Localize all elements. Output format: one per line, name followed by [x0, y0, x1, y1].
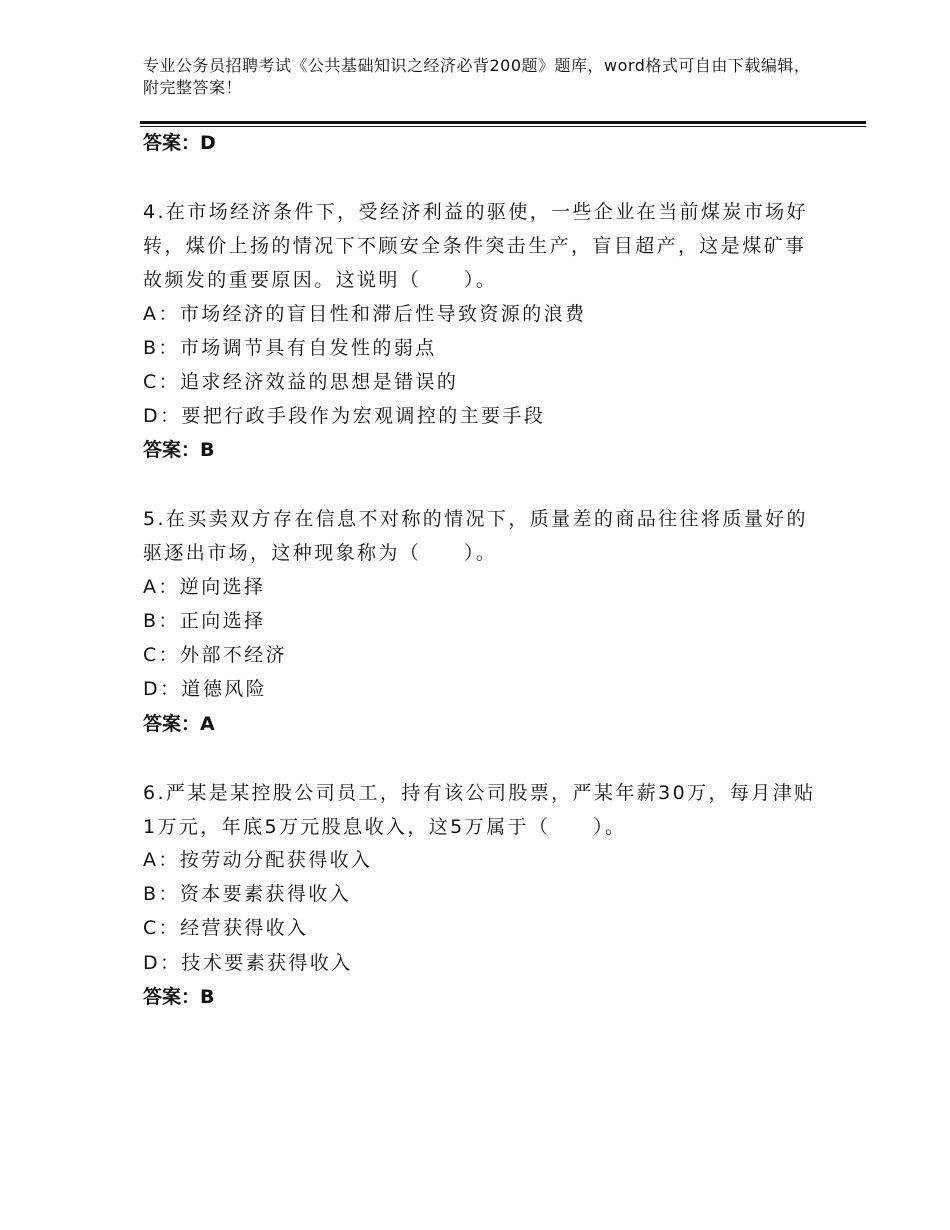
question-4-answer: 答案：B — [143, 439, 215, 461]
question-6-option-c: C：经营获得收入 — [143, 917, 309, 939]
header-divider-thick — [140, 121, 866, 124]
question-6-option-d: D：技术要素获得收入 — [143, 952, 353, 974]
header-divider-thin — [140, 126, 866, 127]
question-4-text: 4.在市场经济条件下，受经济利益的驱使，一些企业在当前煤炭市场好转，煤价上扬的情况下不顾安全条件突击生产，盲目超产，这是煤矿事故频发的重要原因。这说明（ ）。 — [143, 201, 808, 291]
question-6-text: 6.严某是某控股公司员工，持有该公司股票，严某年薪30万，每月津贴1万元，年底5万元股息收入，这5万属于（ ）。 — [143, 782, 816, 838]
question-4-option-a: A：市场经济的盲目性和滞后性导致资源的浪费 — [143, 303, 587, 325]
question-5-option-a: A：逆向选择 — [143, 576, 266, 598]
previous-answer: 答案：D — [143, 132, 216, 154]
document-header: 专业公务员招聘考试《公共基础知识之经济必背200题》题库，word格式可自由下载编辑，附完整答案！ — [143, 56, 811, 97]
question-5-answer: 答案：A — [143, 713, 215, 735]
question-6-option-b: B：资本要素获得收入 — [143, 883, 352, 905]
question-5-text: 5.在买卖双方存在信息不对称的情况下，质量差的商品往往将质量好的驱逐出市场，这种现象称为（ ）。 — [143, 508, 808, 564]
question-4-option-d: D：要把行政手段作为宏观调控的主要手段 — [143, 405, 546, 427]
question-5-option-d: D：道德风险 — [143, 678, 268, 700]
question-4-option-c: C：追求经济效益的思想是错误的 — [143, 371, 459, 393]
question-5-option-b: B：正向选择 — [143, 610, 266, 632]
question-6-answer: 答案：B — [143, 986, 215, 1008]
question-4-option-b: B：市场调节具有自发性的弱点 — [143, 337, 437, 359]
question-6-option-a: A：按劳动分配获得收入 — [143, 849, 373, 871]
question-5-option-c: C：外部不经济 — [143, 644, 288, 666]
